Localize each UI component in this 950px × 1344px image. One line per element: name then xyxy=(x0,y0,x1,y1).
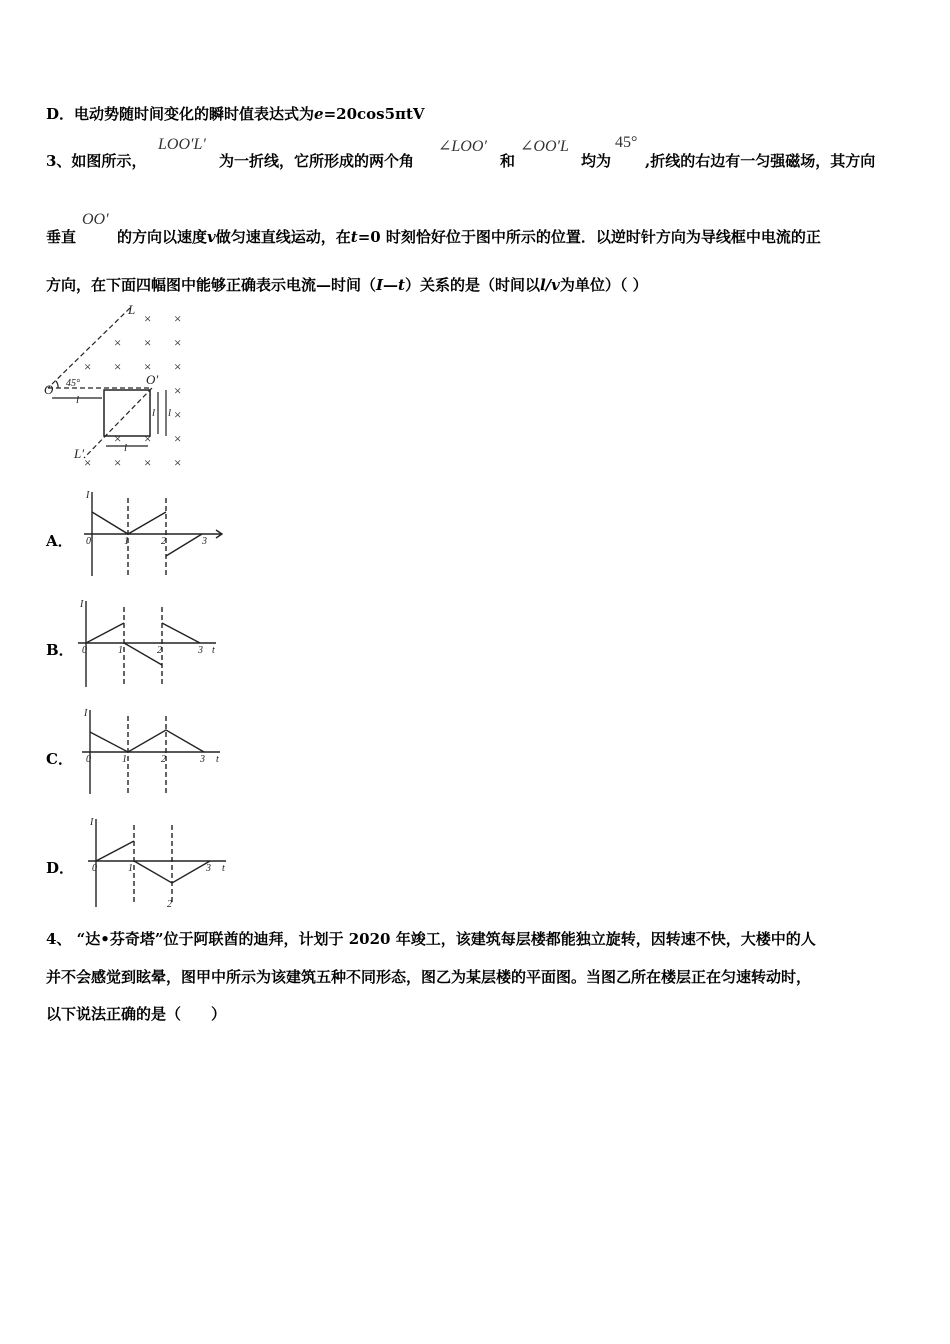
a-tick-2: 2 xyxy=(161,536,166,547)
d-tick-2: 2 xyxy=(167,899,172,910)
fig-label-O: O xyxy=(44,382,54,397)
svg-text:×: × xyxy=(84,455,92,470)
q3-figure xyxy=(44,304,194,472)
c-tick-2: 2 xyxy=(161,754,166,765)
q3-45deg: 45° xyxy=(615,134,638,151)
q4-line3: 以下说法正确的是（ ） xyxy=(46,1005,227,1023)
a-tick-0: 0 xyxy=(86,536,91,547)
b-tick-2: 2 xyxy=(157,645,162,656)
d-tick-0: 0 xyxy=(92,863,97,874)
svg-text:×: × xyxy=(144,431,152,446)
svg-text:×: × xyxy=(144,455,152,470)
c-axis-t: t xyxy=(216,754,219,765)
q4-line2: 并不会感觉到眩晕，图甲中所示为该建筑五种不同形态，图乙为某层楼的平面图。当图乙所在楼层正在匀速转动时， xyxy=(46,968,812,986)
option-c-label: C． xyxy=(46,750,73,768)
fig-label-L-prime: L′ xyxy=(74,446,85,461)
q3-text3: 均为 xyxy=(581,152,612,170)
fig-label-l3: l xyxy=(152,407,156,419)
q3-text2: 和 xyxy=(500,152,516,170)
q3-t0: t xyxy=(350,228,358,246)
q3-expr-loo-l: LOO′L′ xyxy=(158,136,206,153)
c-tick-0: 0 xyxy=(86,754,91,765)
svg-text:×: × xyxy=(114,359,122,374)
q3-line3-a: 方向，在下面四幅图中能够正确表示电流—时间（ xyxy=(46,276,377,294)
fig-label-45: 45° xyxy=(66,378,80,389)
svg-text:×: × xyxy=(114,455,122,470)
d-tick-1: 1 xyxy=(128,863,133,874)
c-axis-i: I xyxy=(84,708,88,719)
q3-angle-loo: ∠LOO′ xyxy=(438,138,487,155)
svg-text:×: × xyxy=(144,359,152,374)
c-tick-3: 3 xyxy=(200,754,205,765)
d-tick-3: 3 xyxy=(206,863,211,874)
b-tick-3: 3 xyxy=(198,645,203,656)
option-b-label: B． xyxy=(46,641,74,659)
a-axis-i: I xyxy=(86,490,90,501)
option-c-graph xyxy=(72,706,232,798)
q3-v: v xyxy=(207,228,216,246)
svg-text:×: × xyxy=(174,335,182,350)
svg-text:×: × xyxy=(174,311,182,326)
q3-expr-oo: OO′ xyxy=(82,211,109,228)
b-tick-0: 0 xyxy=(82,645,87,656)
fig-label-l4: l xyxy=(168,407,172,419)
svg-text:×: × xyxy=(114,335,122,350)
fig-label-l1: l xyxy=(76,394,80,406)
svg-text:×: × xyxy=(174,455,182,470)
svg-text:×: × xyxy=(84,359,92,374)
c-tick-1: 1 xyxy=(122,754,127,765)
b-tick-1: 1 xyxy=(118,645,123,656)
svg-text:×: × xyxy=(174,359,182,374)
q4-line1: 4、 “达•芬奇塔”位于阿联酋的迪拜，计划于 2020 年竣工，该建筑每层楼都能独立旋转，因转速不快，大楼中的人 xyxy=(46,930,816,948)
q3-lv: l/v xyxy=(539,276,560,294)
b-axis-t: t xyxy=(212,645,215,656)
option-b-graph xyxy=(68,597,228,691)
q3-text4: ,折线的右边有一匀强磁场，其方向 xyxy=(645,152,876,170)
d-axis-t: t xyxy=(222,863,225,874)
option-a-graph xyxy=(72,488,232,580)
q3-angle-ool: ∠OO′L xyxy=(520,138,569,155)
a-tick-1: 1 xyxy=(124,536,129,547)
q3-line2-c: 做匀速直线运动，在 xyxy=(215,228,351,246)
option-d-label: D． xyxy=(46,859,75,877)
option-d-graph xyxy=(78,815,238,911)
svg-text:×: × xyxy=(144,335,152,350)
svg-text:×: × xyxy=(174,407,182,422)
svg-text:×: × xyxy=(114,431,122,446)
fig-label-l2: l xyxy=(124,442,128,454)
prev-option-d: D．电动势随时间变化的瞬时值表达式为e=20cos5πtV xyxy=(46,105,425,123)
option-a-label: A． xyxy=(46,532,73,550)
q3-line2-d: =0 时刻恰好位于图中所示的位置．以逆时针方向为导线框中电流的正 xyxy=(357,228,821,246)
a-tick-3: 3 xyxy=(202,536,207,547)
b-axis-i: I xyxy=(80,599,84,610)
svg-text:×: × xyxy=(144,311,152,326)
q3-line2-a: 垂直 xyxy=(46,228,77,246)
q3-line2-b: 的方向以速度 xyxy=(117,228,208,246)
q3-prefix: 3、如图所示， xyxy=(46,152,147,170)
q3-line3-c: 为单位）（ ） xyxy=(559,276,648,294)
fig-label-L: L xyxy=(128,304,136,317)
q3-line3-b: ）关系的是（时间以 xyxy=(404,276,540,294)
svg-text:×: × xyxy=(174,431,182,446)
svg-text:×: × xyxy=(174,383,182,398)
d-axis-i: I xyxy=(90,817,94,828)
fig-label-O-prime: O′ xyxy=(146,372,159,387)
q3-it: I—t xyxy=(376,276,405,294)
q3-text1: 为一折线，它所形成的两个角 xyxy=(219,152,415,170)
